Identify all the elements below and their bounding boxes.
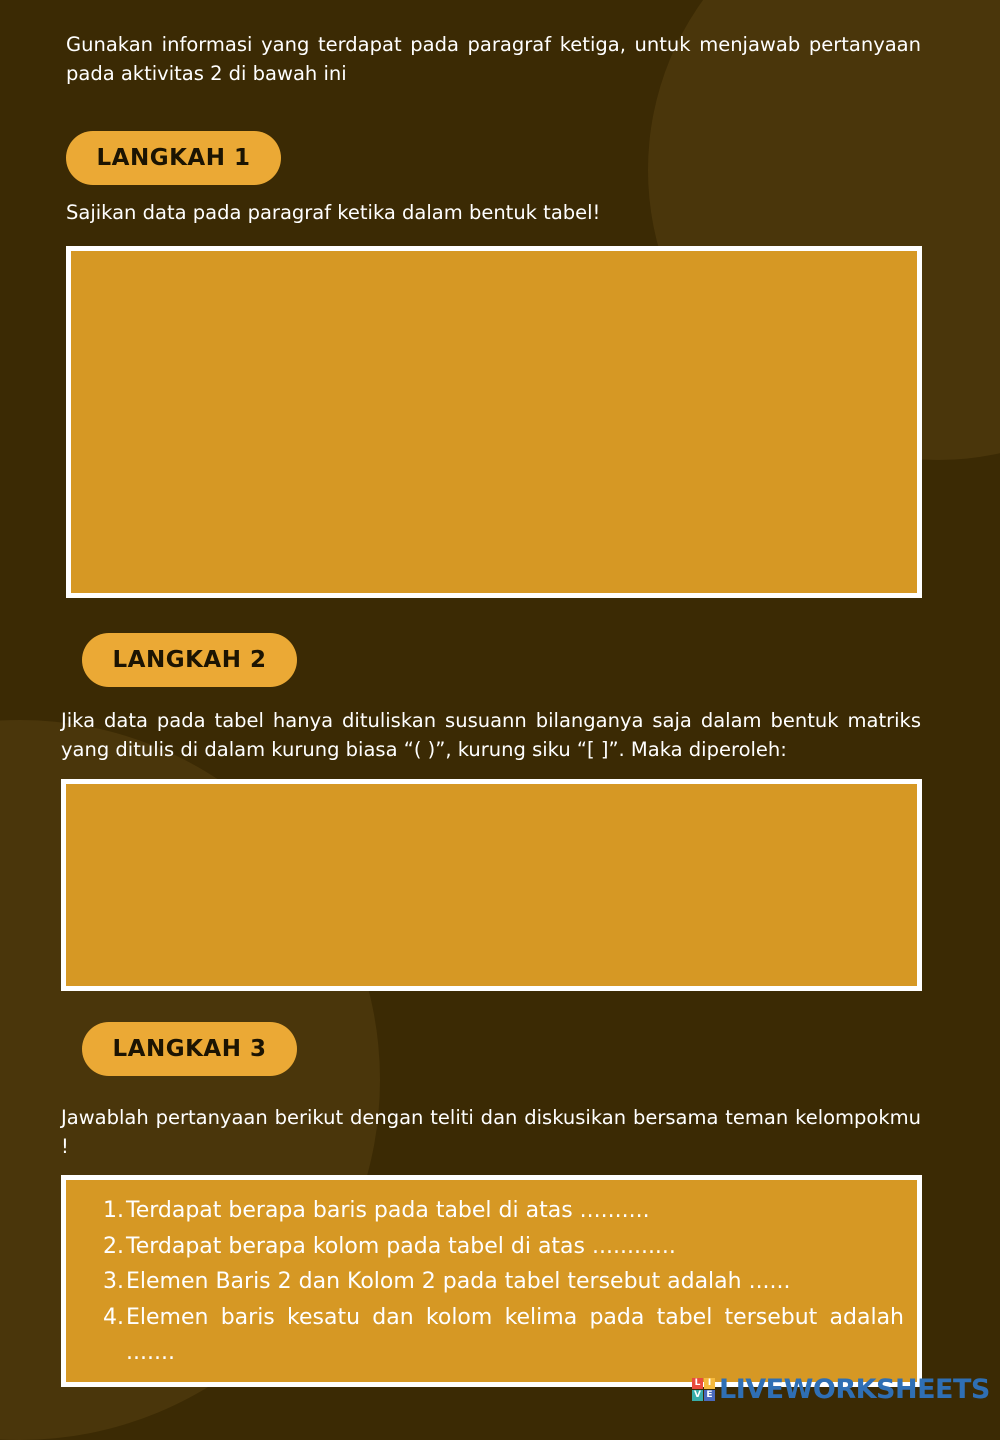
logo-letter: E: [704, 1390, 715, 1401]
step1-instruction: Sajikan data pada paragraf ketika dalam bentuk tabel!: [66, 201, 601, 224]
question-number: 4.: [103, 1304, 124, 1330]
question-item: [72, 1193, 904, 1229]
step2-instruction: Jika data pada tabel hanya dituliskan susuann bilanganya saja dalam bentuk matriks yang ditulis di dalam kurung biasa “( )”, kurung siku “[ ]”. Maka diperoleh:: [61, 709, 921, 761]
step3-badge: [82, 1022, 297, 1076]
liveworksheets-logo-icon: [692, 1378, 715, 1401]
question-number: 2.: [103, 1233, 124, 1259]
step1-answer-box[interactable]: [66, 246, 922, 598]
intro-paragraph: Gunakan informasi yang terdapat pada paragraf ketiga, untuk menjawab pertanyaan pada aktivitas 2 di bawah ini: [66, 33, 921, 85]
liveworksheets-wordmark: LIVEWORKSHEETS: [719, 1374, 990, 1405]
question-item: [72, 1229, 904, 1265]
step2-label: LANGKAH 2: [112, 647, 267, 673]
logo-letter: V: [692, 1390, 703, 1401]
question-text: Elemen Baris 2 dan Kolom 2 pada tabel tersebut adalah ......: [126, 1269, 791, 1294]
question-number: 3.: [103, 1269, 124, 1294]
question-list: [72, 1193, 904, 1371]
step1-label: LANGKAH 1: [96, 145, 251, 171]
step1-badge: [66, 131, 281, 185]
question-text: Elemen baris kesatu dan kolom kelima pada tabel tersebut adalah .......: [126, 1304, 904, 1365]
step2-badge: [82, 633, 297, 687]
liveworksheets-watermark: [692, 1374, 990, 1405]
step3-label: LANGKAH 3: [112, 1036, 267, 1062]
question-item: [72, 1264, 904, 1300]
question-item: [72, 1300, 904, 1371]
question-text: Terdapat berapa baris pada tabel di atas ..........: [126, 1198, 650, 1223]
step2-answer-box[interactable]: [61, 779, 922, 991]
question-text: Terdapat berapa kolom pada tabel di atas ............: [126, 1233, 676, 1259]
logo-letter: I: [704, 1378, 715, 1389]
question-number: 1.: [103, 1198, 124, 1223]
logo-letter: L: [692, 1378, 703, 1389]
step3-instruction: Jawablah pertanyaan berikut dengan teliti dan diskusikan bersama teman kelompokmu !: [61, 1106, 921, 1158]
